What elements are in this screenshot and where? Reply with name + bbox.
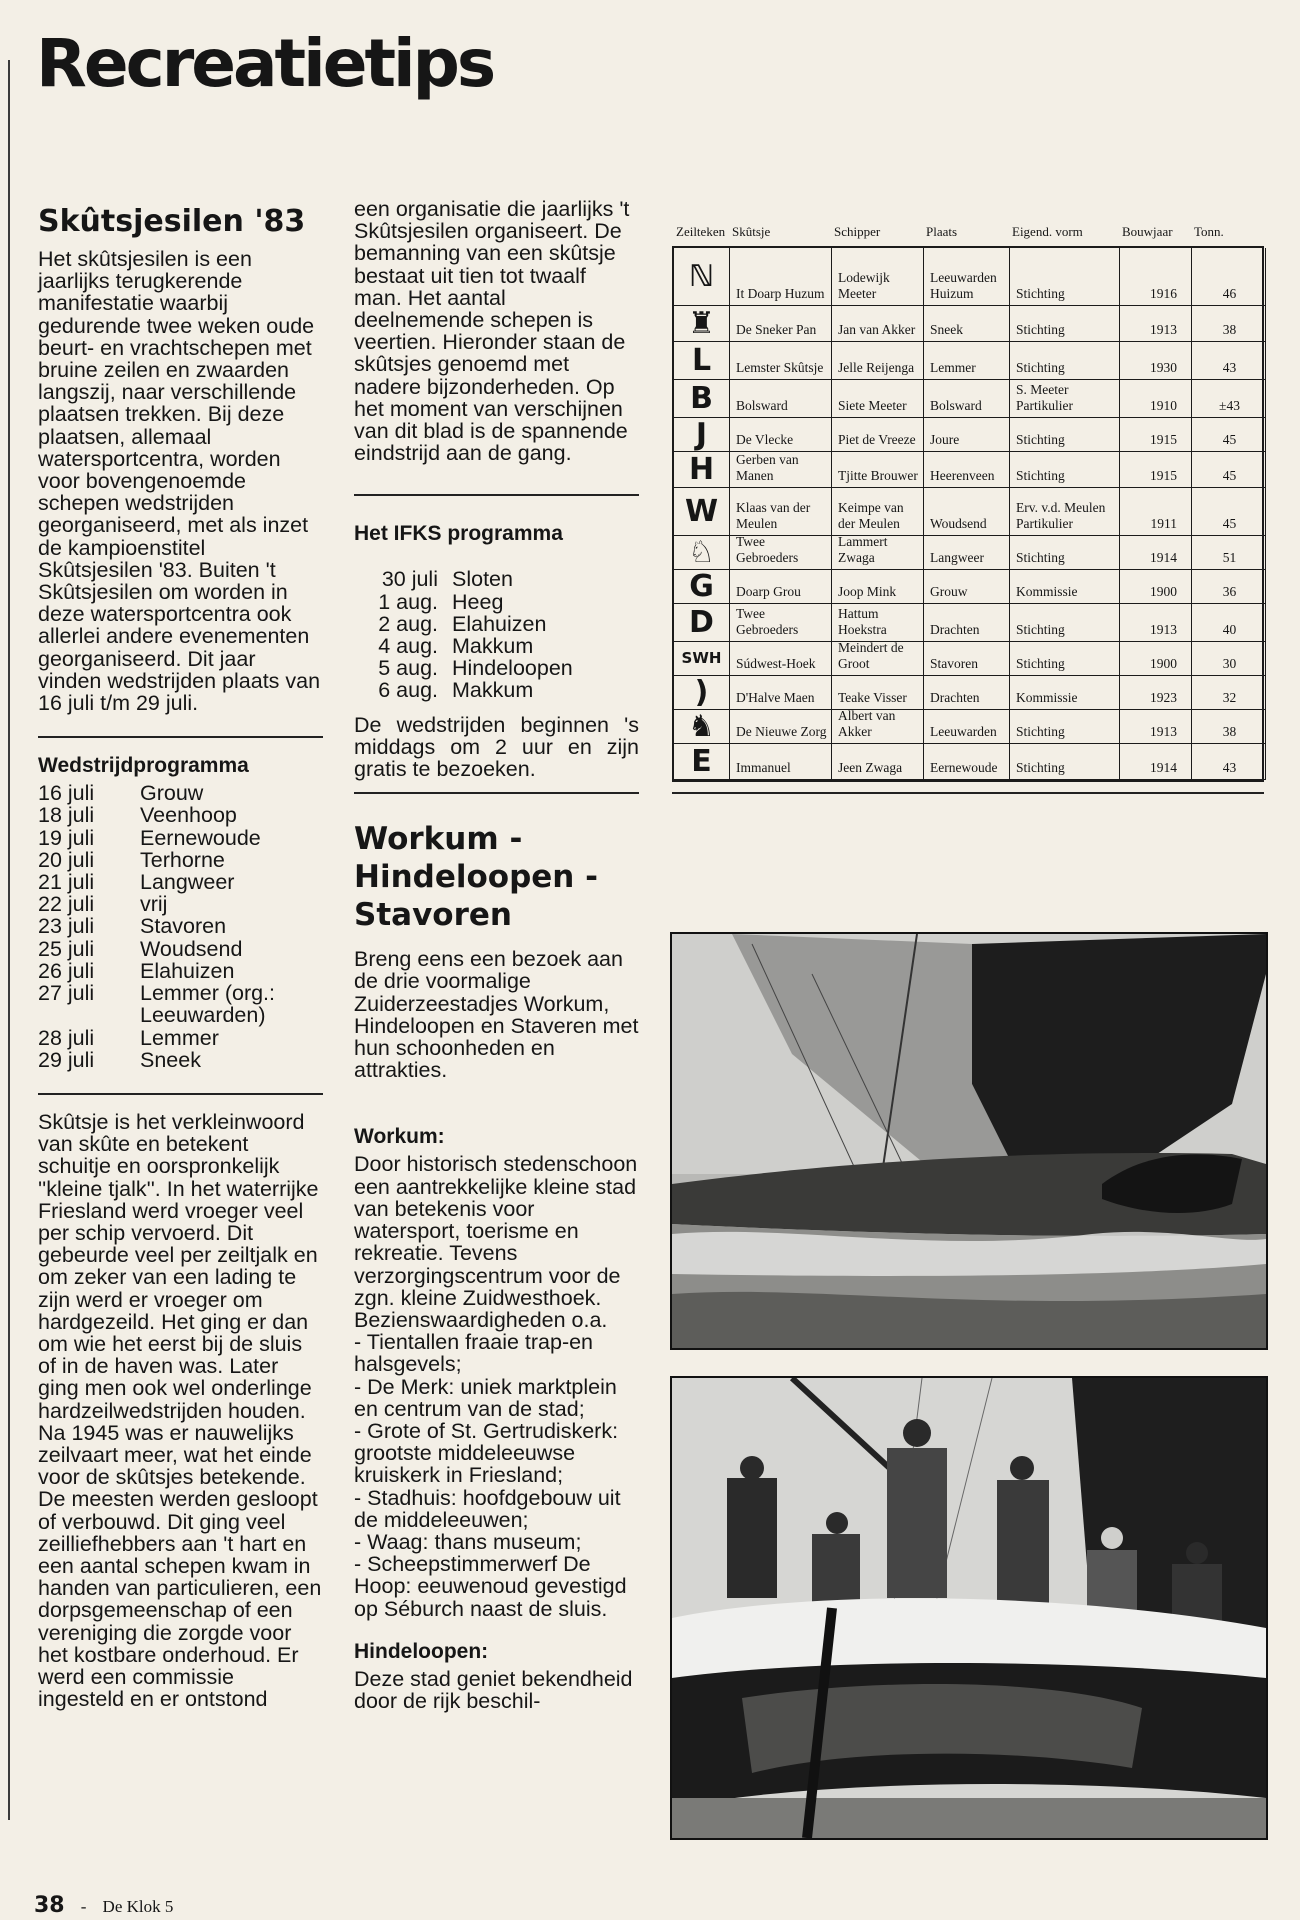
tonnage-value: ±43 — [1192, 380, 1266, 418]
schedule-place: vrij — [140, 892, 168, 917]
page-footer — [34, 1892, 173, 1918]
skutsje-name: Twee Gebroeders — [730, 536, 832, 570]
ifks-schedule-list — [354, 568, 639, 701]
column-1 — [38, 204, 323, 1710]
schedule-date: 20 juli — [38, 847, 95, 872]
eigendom-vorm: Stichting — [1010, 744, 1120, 780]
schedule-place: Grouw — [140, 781, 204, 806]
schedule-date: 21 juli — [38, 870, 95, 895]
eigendom-vorm: Stichting — [1010, 248, 1120, 306]
eigendom-vorm: Stichting — [1010, 342, 1120, 380]
schedule-place: Lemmer (org.: Leeuwarden) — [140, 981, 276, 1028]
plaats-name: Sneek — [924, 306, 1010, 342]
schedule-date: 16 juli — [38, 781, 95, 806]
table-body — [672, 246, 1264, 782]
workum-sight-item: - Tientallen fraaie trap-en halsgevels; — [354, 1330, 594, 1377]
zeilteken-sign: B — [674, 380, 730, 418]
bouwjaar-value: 1913 — [1120, 604, 1192, 642]
ifks-date: 6 aug. — [378, 678, 438, 703]
eigendom-vorm: Kommissie — [1010, 676, 1120, 710]
bouwjaar-value: 1913 — [1120, 710, 1192, 744]
table-bottom-rule — [672, 792, 1264, 794]
plaats-name: Drachten — [924, 676, 1010, 710]
photo-sailing-skutsje — [670, 932, 1268, 1350]
workum-sight-item: - De Merk: uniek marktplein en centrum van de stad; — [354, 1374, 617, 1421]
header-schipper: Schipper — [834, 224, 881, 239]
skutsje-name: Klaas van der Meulen — [730, 488, 832, 536]
bouwjaar-value: 1915 — [1120, 452, 1192, 488]
zeilteken-sign: ) — [674, 676, 730, 710]
schedule-place: Stavoren — [140, 914, 227, 939]
schipper-name: Teake Visser — [832, 676, 924, 710]
tonnage-value: 38 — [1192, 710, 1266, 744]
eigendom-vorm: Stichting — [1010, 710, 1120, 744]
skutsje-name: Immanuel — [730, 744, 832, 780]
page-edge-line — [8, 60, 10, 1820]
plaats-name: Joure — [924, 418, 1010, 452]
bouwjaar-value: 1911 — [1120, 488, 1192, 536]
zeilteken-sign: J — [674, 418, 730, 452]
skutsje-name: D'Halve Maen — [730, 676, 832, 710]
zeilteken-sign: G — [674, 570, 730, 604]
eigendom-vorm: Stichting — [1010, 642, 1120, 676]
tonnage-value: 43 — [1192, 342, 1266, 380]
workum-sight-item: - Scheepstimmerwerf De Hoop: eeuwenoud gevestigd op Séburch naast de sluis. — [354, 1552, 627, 1621]
schedule-date: 25 juli — [38, 936, 95, 961]
ifks-place: Sloten — [452, 567, 513, 592]
divider — [38, 736, 323, 738]
plaats-name: Eernewoude — [924, 744, 1010, 780]
plaats-name: Leeuwarden — [924, 710, 1010, 744]
bouwjaar-value: 1916 — [1120, 248, 1192, 306]
workum-sight-item: - Waag: thans museum; — [354, 1529, 582, 1554]
tonnage-value: 32 — [1192, 676, 1266, 710]
page-title: Recreatietips — [36, 25, 494, 102]
bouwjaar-value: 1923 — [1120, 676, 1192, 710]
zeilteken-sign: ♜ — [674, 306, 730, 342]
eigendom-vorm: Stichting — [1010, 604, 1120, 642]
tonnage-value: 30 — [1192, 642, 1266, 676]
race-schedule-list — [38, 782, 323, 1071]
schedule-place: Woudsend — [140, 936, 243, 961]
eigendom-vorm: S. Meeter Partikulier — [1010, 380, 1120, 418]
plaats-name: Woudsend — [924, 488, 1010, 536]
workum-subheading: Workum: — [354, 1125, 445, 1149]
schipper-name: Lodewijk Meeter — [832, 248, 924, 306]
workum-sight-item: - Stadhuis: hoofdgebouw uit de middeleeuwen; — [354, 1485, 621, 1532]
schedule-date: 27 juli — [38, 981, 95, 1006]
skutsje-name: De Nieuwe Zorg — [730, 710, 832, 744]
schedule-date: 23 juli — [38, 914, 95, 939]
zeilteken-sign: L — [674, 342, 730, 380]
skutsje-name: Bolsward — [730, 380, 832, 418]
section-heading-skutsjesilen: Skûtsjesilen '83 — [38, 204, 306, 239]
schedule-date: 19 juli — [38, 825, 95, 850]
tonnage-value: 46 — [1192, 248, 1266, 306]
schedule-place: Veenhoop — [140, 803, 237, 828]
plaats-name: Leeuwarden Huizum — [924, 248, 1010, 306]
header-skutsje: Skûtsje — [732, 224, 771, 239]
tonnage-value: 43 — [1192, 744, 1266, 780]
schipper-name: Joop Mink — [832, 570, 924, 604]
zeilteken-sign: ℕ — [674, 248, 730, 306]
schipper-name: Meindert de Groot — [832, 642, 924, 676]
schipper-name: Siete Meeter — [832, 380, 924, 418]
divider — [354, 494, 639, 496]
plaats-name: Heerenveen — [924, 452, 1010, 488]
schipper-name: Tjitte Brouwer — [832, 452, 924, 488]
skutsje-name: It Doarp Huzum — [730, 248, 832, 306]
zeilteken-sign: ♘ — [674, 536, 730, 570]
schedule-place: Sneek — [140, 1047, 201, 1072]
header-tonnage: Tonn. — [1194, 224, 1224, 239]
schipper-name: Jeen Zwaga — [832, 744, 924, 780]
header-zeilteken: Zeilteken — [676, 224, 726, 239]
schedule-place: Langweer — [140, 870, 235, 895]
ifks-place: Elahuizen — [452, 611, 547, 636]
ifks-date: 2 aug. — [378, 611, 438, 636]
skutsje-name: Gerben van Manen — [730, 452, 832, 488]
ifks-date: 1 aug. — [378, 589, 438, 614]
schipper-name: Lammert Zwaga — [832, 536, 924, 570]
ifks-heading: Het IFKS programma — [354, 522, 563, 546]
ifks-date: 5 aug. — [378, 656, 438, 681]
skutsje-table — [672, 220, 1264, 794]
tonnage-value: 40 — [1192, 604, 1266, 642]
bouwjaar-value: 1914 — [1120, 744, 1192, 780]
bouwjaar-value: 1910 — [1120, 380, 1192, 418]
schedule-date: 29 juli — [38, 1047, 95, 1072]
skutsje-name: Twee Gebroeders — [730, 604, 832, 642]
eigendom-vorm: Stichting — [1010, 536, 1120, 570]
page-number: 38 — [34, 1893, 65, 1918]
hindeloopen-text: Deze stad geniet bekendheid door de rijk beschil- — [354, 1666, 633, 1713]
eigendom-vorm: Stichting — [1010, 418, 1120, 452]
hindeloopen-subheading: Hindeloopen: — [354, 1639, 489, 1663]
header-eigendom: Eigend. vorm — [1012, 224, 1083, 239]
ifks-date: 30 juli — [381, 567, 438, 592]
tonnage-value: 45 — [1192, 488, 1266, 536]
zeilteken-sign: H — [674, 452, 730, 488]
plaats-name: Stavoren — [924, 642, 1010, 676]
bouwjaar-value: 1900 — [1120, 570, 1192, 604]
schipper-name: Keimpe van der Meulen — [832, 488, 924, 536]
schipper-name: Piet de Vreeze — [832, 418, 924, 452]
eigendom-vorm: Erv. v.d. Meulen Partikulier — [1010, 488, 1120, 536]
header-bouwjaar: Bouwjaar — [1122, 224, 1173, 239]
tonnage-value: 51 — [1192, 536, 1266, 570]
schedule-heading: Wedstrijdprogramma — [38, 754, 249, 778]
schedule-place: Eernewoude — [140, 825, 261, 850]
column-2 — [354, 198, 639, 1712]
plaats-name: Langweer — [924, 536, 1010, 570]
tonnage-value: 45 — [1192, 418, 1266, 452]
schedule-date: 22 juli — [38, 892, 95, 917]
ifks-place: Heeg — [452, 589, 504, 614]
intro-paragraph: Het skûtsjesilen is een jaarlijks terugkerende manifestatie waarbij gedurende twee weken oude beurt- en vrachtschepen met bruine zeilen en zwaarden langszij, naar verschillende plaatsen trekken. Bij deze plaatsen, allemaal watersportcentra, worden voor bovengenoemde schepen wedstrijden georganiseerd, met als inzet de kampioenstitel Skûtsjesilen '83. Buiten 't Skûtsjesilen om worden in deze watersportcentra ook allerlei andere evenementen georganiseerd. Dit jaar vinden wedstrijden plaats van 16 juli t/m 29 juli. — [38, 247, 321, 716]
workum-intro: Breng eens een bezoek aan de drie voormalige Zuiderzeestadjes Workum, Hindeloopen en Staveren met hun schoonheden en attrakties. — [354, 947, 639, 1083]
skutsje-name: De Vlecke — [730, 418, 832, 452]
schedule-place: Lemmer — [140, 1025, 219, 1050]
plaats-name: Drachten — [924, 604, 1010, 642]
schedule-place: Terhorne — [140, 847, 225, 872]
zeilteken-sign: SWH — [674, 642, 730, 676]
skutsje-name: De Sneker Pan — [730, 306, 832, 342]
zeilteken-sign: W — [674, 488, 730, 536]
skutsje-name: Lemster Skûtsje — [730, 342, 832, 380]
workum-sight-item: - Grote of St. Gertrudiskerk: grootste middeleeuwse kruiskerk in Friesland; — [354, 1418, 619, 1488]
bouwjaar-value: 1913 — [1120, 306, 1192, 342]
workum-text: Door historisch stedenschoon een aantrekkelijke kleine stad van betekenis voor watersport, toerisme en rekreatie. Tevens verzorgingscentrum voor de zgn. kleine Zuidwesthoek. Bezienswaardigheden o.a. — [354, 1152, 638, 1332]
schedule-date: 28 juli — [38, 1025, 95, 1050]
schipper-name: Jan van Akker — [832, 306, 924, 342]
photo-skutsje-crew — [670, 1376, 1268, 1840]
eigendom-vorm: Stichting — [1010, 306, 1120, 342]
schipper-name: Albert van Akker — [832, 710, 924, 744]
zeilteken-sign: ♞ — [674, 710, 730, 744]
magazine-name: De Klok 5 — [102, 1897, 174, 1916]
continuation-paragraph: een organisatie die jaarlijks 't Skûtsjesilen organiseert. De bemanning van een skûtsje bestaat uit tien tot twaalf man. Het aantal deelnemende schepen is veertien. Hieronder staan de skûtsjes genoemd met nadere bijzonderheden. Op het moment van verschijnen van dit blad is de spannende eindstrijd aan de gang. — [354, 197, 630, 466]
eigendom-vorm: Kommissie — [1010, 570, 1120, 604]
ifks-place: Makkum — [452, 634, 534, 659]
section-heading-workum: Workum - Hindeloopen - Stavoren — [354, 821, 599, 934]
ifks-date: 4 aug. — [378, 634, 438, 659]
footer-separator: - — [80, 1897, 87, 1916]
workum-sights-list — [354, 1331, 639, 1620]
skutsje-name: Doarp Grou — [730, 570, 832, 604]
table-header — [672, 220, 1264, 240]
zeilteken-sign: E — [674, 744, 730, 780]
schedule-place: Elahuizen — [140, 958, 235, 983]
divider — [38, 1093, 323, 1095]
ifks-place: Makkum — [452, 678, 534, 703]
zeilteken-sign: D — [674, 604, 730, 642]
history-paragraph: Skûtsje is het verkleinwoord van skûte en betekent schuitje en oorspronkelijk ''kleine tjalk''. In het waterrijke Friesland werd vroeger veel per schip vervoerd. Dit gebeurde veel per zeiltjalk en om zeker van een lading te zijn werd er vroeger om hardgezeild. Het ging er dan om wie het eerst bij de sluis of in de haven was. Later ging men ook wel onderlinge hardzeilwedstrijden houden. Na 1945 was er nauwelijks zeilvaart meer, wat het einde voor de skûtsjes betekende. De meesten werden gesloopt of verbouwd. Dit ging veel zeilliefhebbers aan 't hart en een aantal schepen kwam in handen van particulieren, een dorpsgemeenschap of een vereniging die zorgde voor het kostbare onderhoud. Er werd een commissie ingesteld en er ontstond — [38, 1109, 322, 1712]
bouwjaar-value: 1900 — [1120, 642, 1192, 676]
schipper-name: Jelle Reijenga — [832, 342, 924, 380]
plaats-name: Grouw — [924, 570, 1010, 604]
schedule-date: 26 juli — [38, 958, 95, 983]
bouwjaar-value: 1930 — [1120, 342, 1192, 380]
schedule-date: 18 juli — [38, 803, 95, 828]
eigendom-vorm: Stichting — [1010, 452, 1120, 488]
tonnage-value: 45 — [1192, 452, 1266, 488]
schipper-name: Hattum Hoekstra — [832, 604, 924, 642]
header-plaats: Plaats — [926, 224, 958, 239]
ifks-place: Hindeloopen — [452, 656, 573, 681]
tonnage-value: 36 — [1192, 570, 1266, 604]
skutsje-name: Súdwest-Hoek — [730, 642, 832, 676]
plaats-name: Bolsward — [924, 380, 1010, 418]
ifks-note: De wedstrijden beginnen 's middags om 2 uur en zijn gratis te bezoeken. — [354, 712, 639, 782]
bouwjaar-value: 1914 — [1120, 536, 1192, 570]
plaats-name: Lemmer — [924, 342, 1010, 380]
tonnage-value: 38 — [1192, 306, 1266, 342]
divider — [354, 792, 639, 794]
bouwjaar-value: 1915 — [1120, 418, 1192, 452]
